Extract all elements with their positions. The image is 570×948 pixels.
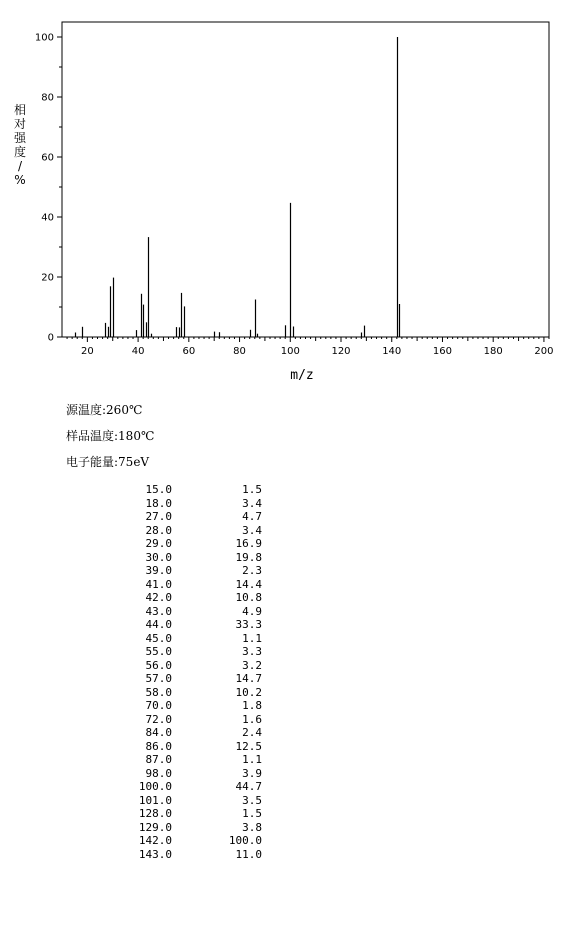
x-tick-label: 120 (331, 346, 351, 357)
y-axis-label-char: 度 (13, 145, 27, 159)
source-temperature: 源温度:260℃ (66, 403, 143, 417)
table-row (110, 807, 270, 821)
x-tick-label: 160 (432, 346, 453, 357)
table-row (110, 645, 270, 659)
intensity-cell: 14.7 (235, 672, 262, 685)
mz-cell: 143.0 (138, 847, 172, 861)
mz-cell: 128.0 (138, 807, 172, 820)
intensity-cell: 1.1 (242, 753, 262, 766)
intensity-cell: 1.5 (242, 807, 262, 820)
y-axis-label-char: 对 (13, 117, 27, 131)
intensity-cell: 3.4 (242, 523, 262, 537)
intensity-cell: 3.3 (242, 645, 262, 658)
intensity-cell: 12.5 (235, 739, 262, 753)
table-row (110, 632, 270, 646)
intensity-cell: 44.7 (235, 780, 262, 793)
mz-cell: 30.0 (145, 550, 172, 564)
intensity-cell: 11.0 (235, 847, 262, 861)
y-axis-label-char: 强 (13, 131, 27, 145)
x-tick-label: 20 (80, 346, 94, 357)
table-row (110, 794, 270, 808)
chart-axes (62, 22, 549, 337)
table-row (110, 483, 270, 497)
mz-cell: 86.0 (145, 739, 172, 753)
intensity-cell: 14.4 (235, 577, 262, 591)
table-row (110, 497, 270, 511)
x-tick-label: 60 (182, 346, 196, 357)
mz-cell: 45.0 (145, 631, 172, 645)
table-row (110, 780, 270, 794)
y-tick-label: 60 (41, 152, 54, 164)
intensity-cell: 19.8 (235, 550, 262, 564)
mz-cell: 58.0 (145, 685, 172, 699)
table-row (110, 699, 270, 713)
y-tick-label: 100 (34, 32, 54, 44)
peak-table (110, 483, 270, 861)
mz-cell: 101.0 (138, 793, 172, 807)
mz-cell: 100.0 (138, 780, 172, 793)
mz-cell: 72.0 (145, 712, 172, 726)
chart-bars (76, 37, 400, 337)
table-row (110, 713, 270, 727)
mz-cell: 42.0 (145, 591, 172, 604)
intensity-cell: 1.6 (242, 712, 262, 726)
table-row (110, 618, 270, 632)
mz-cell: 43.0 (145, 604, 172, 618)
table-row (110, 537, 270, 551)
chart-ticks (35, 33, 554, 358)
mz-cell: 39.0 (145, 564, 172, 577)
y-axis-label (14, 102, 27, 187)
mz-cell: 142.0 (138, 834, 172, 847)
mz-cell: 70.0 (145, 699, 172, 712)
table-row (110, 578, 270, 592)
intensity-cell: 4.9 (242, 604, 262, 618)
intensity-cell: 3.4 (242, 496, 262, 510)
table-row (110, 821, 270, 835)
table-row (110, 591, 270, 605)
plot-frame (62, 22, 549, 337)
electron-energy: 电子能量:75eV (66, 455, 150, 469)
mz-cell: 28.0 (145, 523, 172, 537)
intensity-cell: 1.1 (242, 631, 262, 645)
intensity-cell: 1.5 (242, 483, 262, 496)
intensity-cell: 2.3 (242, 564, 262, 577)
table-row (110, 551, 270, 565)
intensity-cell: 2.4 (242, 726, 262, 739)
y-axis-label-char: 相 (13, 103, 27, 117)
mz-cell: 129.0 (138, 820, 172, 834)
sample-temperature: 样品温度:180℃ (66, 429, 155, 443)
intensity-cell: 1.8 (242, 699, 262, 712)
x-tick-label: 200 (534, 346, 554, 357)
table-row (110, 753, 270, 767)
mz-cell: 15.0 (145, 483, 172, 496)
mz-cell: 44.0 (145, 618, 172, 631)
table-row (110, 767, 270, 781)
y-tick-label: 0 (47, 332, 54, 344)
mz-cell: 98.0 (145, 766, 172, 780)
y-axis-label-char: % (14, 173, 26, 187)
intensity-cell: 10.8 (235, 591, 262, 604)
intensity-cell: 3.8 (242, 820, 262, 834)
intensity-cell: 3.5 (242, 793, 262, 807)
table-row (110, 686, 270, 700)
table-row (110, 524, 270, 538)
mz-cell: 18.0 (145, 496, 172, 510)
mz-cell: 57.0 (145, 672, 172, 685)
y-axis-label-char: / (17, 159, 23, 173)
table-row (110, 605, 270, 619)
x-tick-label: 180 (483, 346, 503, 357)
x-tick-label: 100 (280, 346, 300, 357)
intensity-cell: 100.0 (228, 834, 262, 847)
table-row (110, 834, 270, 848)
table-row (110, 740, 270, 754)
table-row (110, 510, 270, 524)
x-tick-label: 140 (382, 346, 402, 357)
mz-cell: 27.0 (145, 510, 172, 523)
intensity-cell: 3.2 (242, 658, 262, 672)
table-row (110, 848, 270, 862)
intensity-cell: 33.3 (235, 618, 262, 631)
intensity-cell: 4.7 (242, 510, 262, 523)
table-row (110, 672, 270, 686)
intensity-cell: 3.9 (242, 766, 262, 780)
mz-cell: 87.0 (145, 753, 172, 766)
mz-cell: 41.0 (145, 577, 172, 591)
y-tick-label: 80 (41, 92, 54, 104)
y-tick-label: 40 (41, 212, 54, 224)
table-row (110, 659, 270, 673)
mz-cell: 56.0 (145, 658, 172, 672)
x-tick-label: 40 (131, 346, 145, 357)
mz-cell: 29.0 (145, 537, 172, 550)
mz-cell: 55.0 (145, 645, 172, 658)
intensity-cell: 10.2 (235, 685, 262, 699)
table-row (110, 726, 270, 740)
mz-cell: 84.0 (145, 726, 172, 739)
x-axis-label: m/z (290, 368, 314, 383)
mass-spectrum-chart (0, 0, 570, 390)
y-tick-label: 20 (41, 272, 54, 284)
x-tick-label: 80 (233, 346, 246, 357)
intensity-cell: 16.9 (235, 537, 262, 550)
table-row (110, 564, 270, 578)
